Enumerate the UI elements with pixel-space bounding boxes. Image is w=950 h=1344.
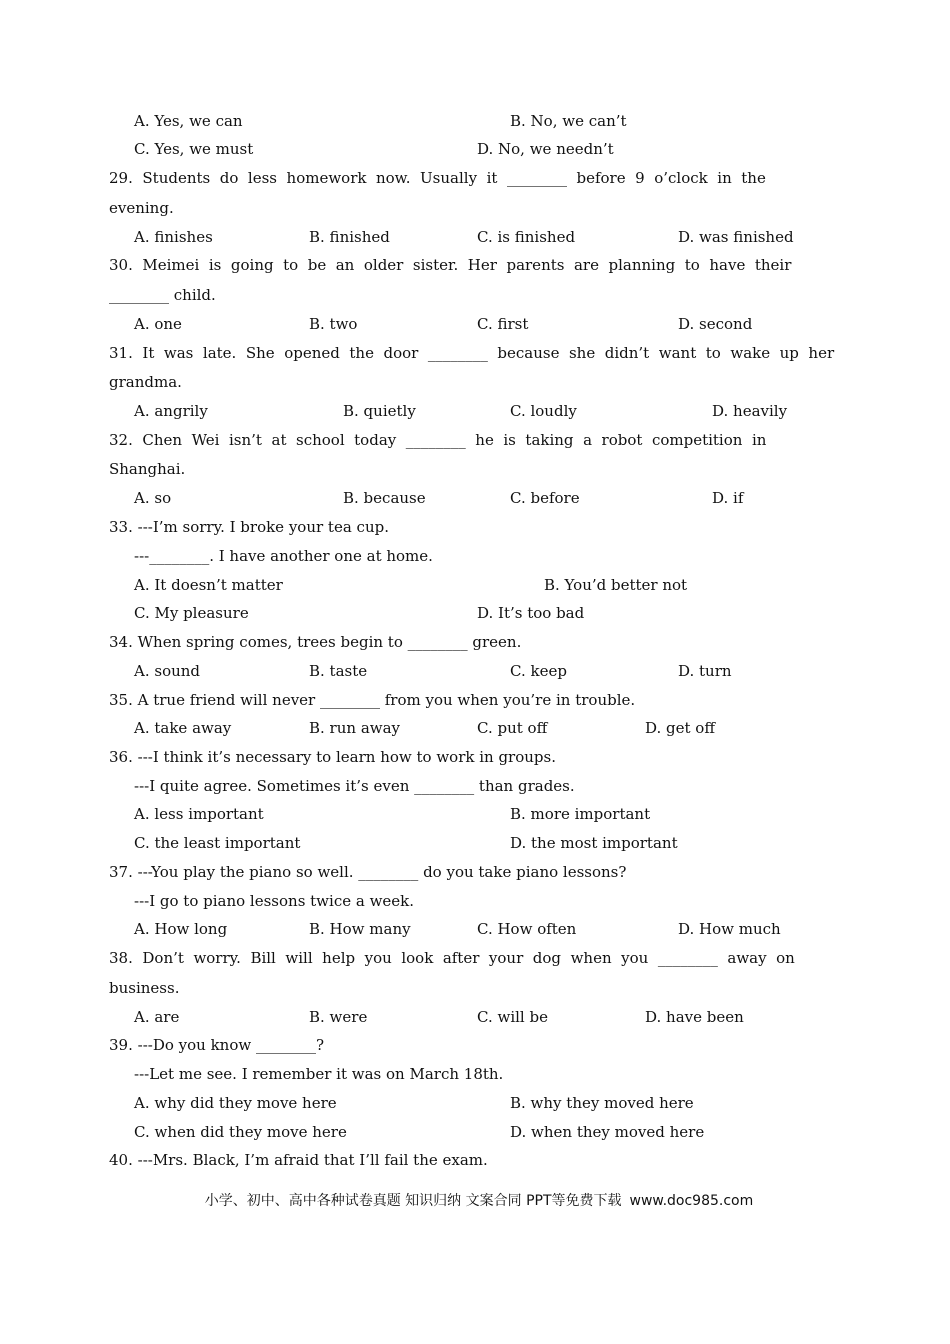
option-d: D. get off bbox=[645, 719, 715, 737]
option-a: A. How long bbox=[134, 920, 228, 938]
answer-a: A. Yes, we can bbox=[134, 112, 243, 130]
option-c: C. put off bbox=[477, 719, 548, 737]
option-c: C. will be bbox=[477, 1008, 548, 1026]
option-a: A. one bbox=[134, 315, 182, 333]
option-b: B. were bbox=[309, 1008, 368, 1026]
option-b: B. run away bbox=[309, 719, 401, 737]
question-39: 39. ---Do you know ________? bbox=[109, 1036, 325, 1054]
option-c: C. keep bbox=[510, 662, 567, 680]
footer-site-link[interactable]: www.doc985.com bbox=[629, 1193, 754, 1209]
answer-a: A. why did they move here bbox=[134, 1094, 337, 1112]
option-d: D. have been bbox=[645, 1008, 744, 1026]
question-40: 40. ---Mrs. Black, I’m afraid that I’ll fail the exam. bbox=[109, 1151, 488, 1169]
option-d: D. was finished bbox=[678, 228, 794, 246]
question-30: 30. Meimei is going to be an older sister. Her parents are planning to have their bbox=[109, 256, 792, 274]
answer-b: B. You’d better not bbox=[544, 576, 688, 594]
option-c: C. before bbox=[510, 489, 580, 507]
option-b: B. quietly bbox=[343, 402, 416, 420]
question-31-cont: grandma. bbox=[109, 373, 182, 391]
answer-d: D. the most important bbox=[510, 834, 678, 852]
question-38: 38. Don’t worry. Bill will help you look after your dog when you ________ away on bbox=[109, 949, 795, 967]
answer-b: B. No, we can’t bbox=[510, 112, 627, 130]
option-b: B. How many bbox=[309, 920, 411, 938]
question-31: 31. It was late. She opened the door ________ because she didn’t want to wake up her bbox=[109, 344, 835, 362]
option-a: A. are bbox=[134, 1008, 180, 1026]
answer-d: D. when they moved here bbox=[510, 1123, 705, 1141]
question-32-cont: Shanghai. bbox=[109, 460, 186, 478]
answer-b: B. why they moved here bbox=[510, 1094, 694, 1112]
question-37-reply: ---I go to piano lessons twice a week. bbox=[134, 892, 415, 910]
option-c: C. first bbox=[477, 315, 529, 333]
option-b: B. two bbox=[309, 315, 358, 333]
option-d: D. second bbox=[678, 315, 753, 333]
answer-d: D. No, we needn’t bbox=[477, 140, 614, 158]
question-30-cont: ________ child. bbox=[109, 286, 216, 304]
question-37: 37. ---You play the piano so well. ________ do you take piano lessons? bbox=[109, 863, 627, 881]
answer-c: C. when did they move here bbox=[134, 1123, 347, 1141]
answer-c: C. My pleasure bbox=[134, 604, 249, 622]
answer-a: A. It doesn’t matter bbox=[134, 576, 283, 594]
option-c: C. loudly bbox=[510, 402, 577, 420]
option-a: A. take away bbox=[134, 719, 232, 737]
question-39-reply: ---Let me see. I remember it was on March 18th. bbox=[134, 1065, 504, 1083]
question-38-cont: business. bbox=[109, 979, 180, 997]
question-33: 33. ---I’m sorry. I broke your tea cup. bbox=[109, 518, 389, 536]
option-d: D. turn bbox=[678, 662, 732, 680]
question-33-reply: ---________. I have another one at home. bbox=[134, 547, 433, 565]
option-c: C. How often bbox=[477, 920, 577, 938]
question-36-reply: ---I quite agree. Sometimes it’s even ________ than grades. bbox=[134, 777, 575, 795]
option-a: A. so bbox=[134, 489, 172, 507]
answer-c: C. Yes, we must bbox=[134, 140, 254, 158]
option-d: D. heavily bbox=[712, 402, 788, 420]
answer-c: C. the least important bbox=[134, 834, 301, 852]
question-36: 36. ---I think it’s necessary to learn how to work in groups. bbox=[109, 748, 556, 766]
answer-a: A. less important bbox=[134, 805, 264, 823]
option-a: A. finishes bbox=[134, 228, 213, 246]
answer-b: B. more important bbox=[510, 805, 651, 823]
question-29-cont: evening. bbox=[109, 199, 174, 217]
footer-text: 小学、初中、高中各种试卷真题 知识归纳 文案合同 PPT等免费下载 bbox=[204, 1193, 622, 1209]
option-d: D. if bbox=[712, 489, 744, 507]
option-c: C. is finished bbox=[477, 228, 576, 246]
question-32: 32. Chen Wei isn’t at school today ________ he is taking a robot competition in bbox=[109, 431, 767, 449]
option-b: B. taste bbox=[309, 662, 368, 680]
question-35: 35. A true friend will never ________ from you when you’re in trouble. bbox=[109, 691, 636, 709]
question-34: 34. When spring comes, trees begin to ________ green. bbox=[109, 633, 522, 651]
question-29: 29. Students do less homework now. Usually it ________ before 9 o’clock in the bbox=[109, 169, 766, 187]
answer-d: D. It’s too bad bbox=[477, 604, 585, 622]
option-d: D. How much bbox=[678, 920, 781, 938]
option-b: B. because bbox=[343, 489, 426, 507]
option-b: B. finished bbox=[309, 228, 390, 246]
page-footer bbox=[0, 1190, 950, 1210]
option-a: A. sound bbox=[134, 662, 201, 680]
option-a: A. angrily bbox=[134, 402, 208, 420]
